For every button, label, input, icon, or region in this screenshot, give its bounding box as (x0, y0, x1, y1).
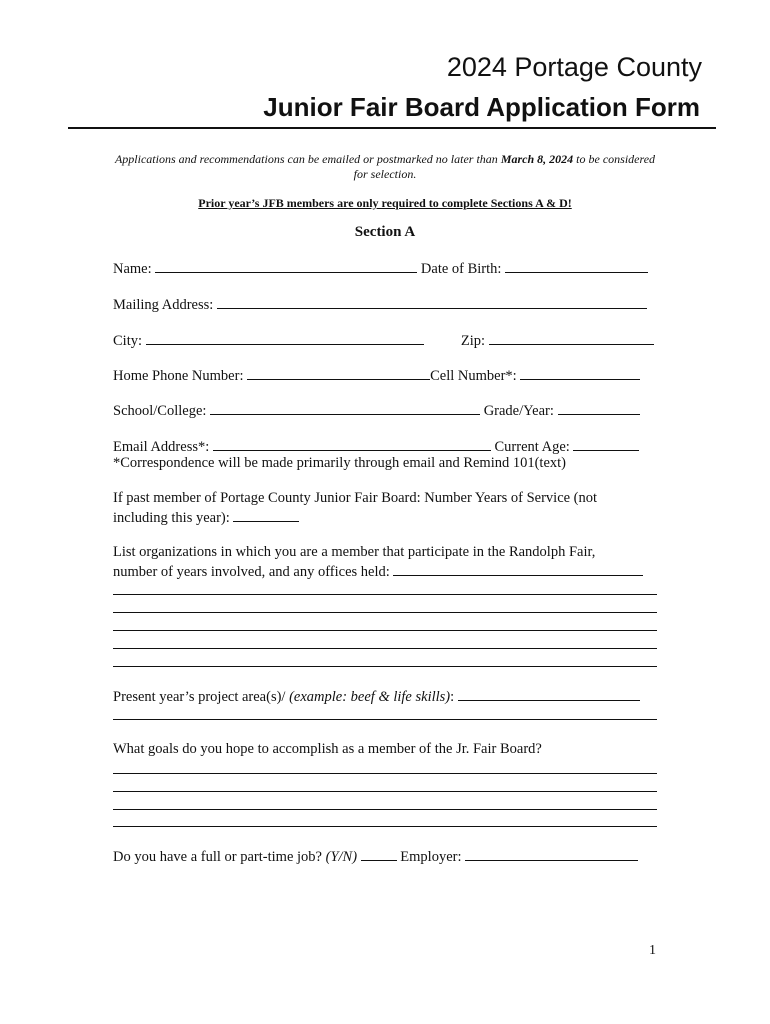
zip-label: Zip: (460, 333, 486, 349)
form-title-year: 2024 Portage County (446, 52, 702, 82)
project-field[interactable] (458, 687, 640, 701)
submission-note (110, 152, 660, 182)
note-text: Applications and recommendations can be emailed or postmarked no later than (114, 152, 501, 166)
goals-question: What goals do you hope to accomplish as a member of the Jr. Fair Board? (113, 741, 542, 757)
project-colon: : (450, 689, 455, 705)
email-label: Email Address*: (113, 439, 210, 455)
dob-field[interactable] (505, 259, 648, 273)
school-row (113, 401, 658, 420)
note-text-end: to be considered for selection. (353, 152, 656, 181)
form-title: Junior Fair Board Application Form (263, 92, 700, 122)
email-row (113, 437, 658, 456)
age-field[interactable] (573, 437, 639, 451)
project-row (113, 687, 658, 706)
dob-label: Date of Birth: (420, 261, 502, 277)
orgs-line[interactable] (113, 594, 657, 595)
home-phone-field[interactable] (247, 366, 430, 380)
zip-field[interactable] (489, 331, 654, 345)
past-member-question: If past member of Portage County Junior Fair Board: Number Years of Service (not (113, 490, 598, 506)
city-row (113, 331, 658, 350)
home-phone-label: Home Phone Number: (113, 368, 244, 384)
employer-label: Employer: (400, 849, 462, 865)
title-divider (68, 127, 716, 129)
prior-members-note: Prior year’s JFB members are only required to complete Sections A & D! (198, 196, 572, 210)
email-field[interactable] (213, 437, 491, 451)
orgs-row (113, 562, 658, 581)
job-label: Do you have a full or part-time job? (113, 849, 326, 865)
project-label: Present year’s project area(s)/ (113, 689, 290, 705)
goals-line[interactable] (113, 826, 657, 827)
correspondence-note: *Correspondence will be made primarily through email and Remind 101(text) (113, 455, 567, 471)
orgs-label: number of years involved, and any offices held: (113, 564, 390, 580)
project-line[interactable] (113, 719, 657, 720)
orgs-line[interactable] (113, 630, 657, 631)
phone-row (113, 366, 658, 385)
school-label: School/College: (113, 403, 207, 419)
orgs-line[interactable] (113, 612, 657, 613)
section-heading: Section A (354, 224, 416, 240)
years-service-field[interactable] (233, 508, 299, 522)
orgs-field[interactable] (393, 562, 643, 576)
city-field[interactable] (146, 331, 424, 345)
goals-line[interactable] (113, 773, 657, 774)
age-label: Current Age: (494, 439, 570, 455)
project-example: (example: beef & life skills) (289, 689, 451, 705)
job-yn-hint: (Y/N) (325, 849, 358, 865)
page-number: 1 (649, 943, 656, 958)
city-label: City: (113, 333, 143, 349)
cell-field[interactable] (520, 366, 640, 380)
job-yn-field[interactable] (361, 847, 397, 861)
cell-label: Cell Number*: (430, 368, 517, 384)
orgs-line[interactable] (113, 666, 657, 667)
name-field[interactable] (155, 259, 417, 273)
job-row (113, 847, 658, 866)
mailing-label: Mailing Address: (113, 297, 214, 313)
goals-line[interactable] (113, 791, 657, 792)
name-label: Name: (113, 261, 152, 277)
employer-field[interactable] (465, 847, 638, 861)
school-field[interactable] (210, 401, 480, 415)
past-member-row (113, 508, 658, 527)
mailing-row (113, 295, 658, 314)
goals-line[interactable] (113, 809, 657, 810)
past-member-label: including this year): (113, 510, 230, 526)
orgs-question: List organizations in which you are a member that participate in the Randolph Fair, (113, 544, 596, 560)
name-row (113, 259, 658, 278)
grade-field[interactable] (558, 401, 640, 415)
orgs-line[interactable] (113, 648, 657, 649)
mailing-field[interactable] (217, 295, 647, 309)
deadline-date: March 8, 2024 (500, 152, 574, 166)
grade-label: Grade/Year: (483, 403, 554, 419)
